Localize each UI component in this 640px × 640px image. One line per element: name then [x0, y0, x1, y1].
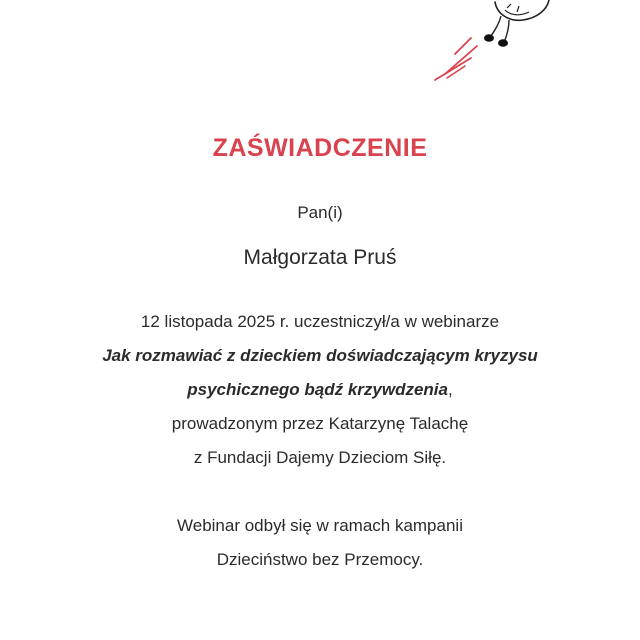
host-line: prowadzonym przez Katarzynę Talachę	[171, 414, 469, 433]
campaign-line-2: Dzieciństwo bez Przemocy.	[216, 550, 424, 569]
certificate-body	[0, 305, 640, 475]
campaign-note	[0, 509, 640, 577]
webinar-title-comma: ,	[448, 380, 453, 399]
flying-figure-illustration-icon	[425, 0, 565, 90]
webinar-title-part-1: Jak rozmawiać z dzieckiem doświadczającym kryzysu	[102, 346, 538, 365]
recipient-name: Małgorzata Pruś	[243, 246, 397, 269]
participation-line: 12 listopada 2025 r. uczestniczył/a w webinarze	[140, 312, 500, 331]
webinar-title-line-2	[0, 373, 640, 407]
webinar-title-part-2: psychicznego bądź krzywdzenia	[187, 380, 448, 399]
salutation: Pan(i)	[297, 203, 343, 222]
webinar-title-line-1	[0, 339, 640, 373]
certificate-title: ZAŚWIADCZENIE	[212, 134, 428, 162]
organization-line: z Fundacji Dajemy Dzieciom Siłę.	[193, 448, 447, 467]
campaign-line-1: Webinar odbył się w ramach kampanii	[177, 516, 463, 535]
